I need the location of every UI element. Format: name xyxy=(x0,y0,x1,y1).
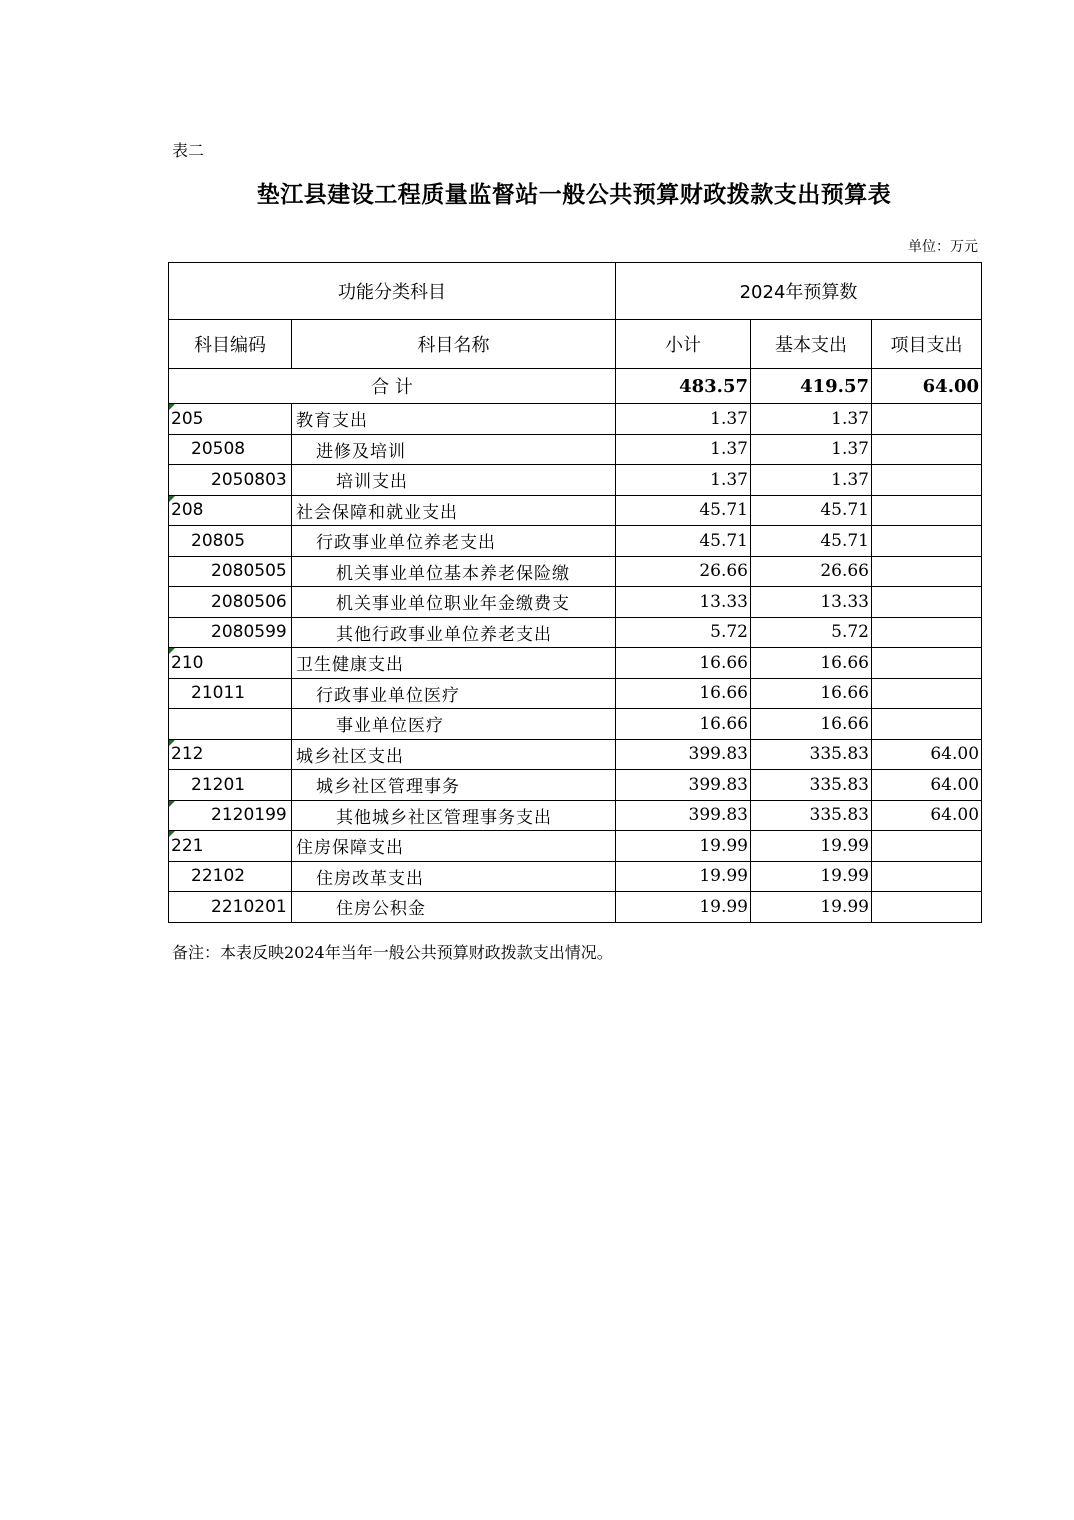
row-subtotal: 45.71 xyxy=(616,495,751,526)
row-name: 城乡社区支出 xyxy=(292,739,616,770)
row-name: 住房保障支出 xyxy=(292,831,616,862)
row-basic: 335.83 xyxy=(751,770,872,801)
header-row-1 xyxy=(169,263,982,320)
row-basic: 13.33 xyxy=(751,587,872,618)
row-code: 2080506 xyxy=(169,587,292,618)
table-row xyxy=(169,831,982,862)
table-row xyxy=(169,465,982,496)
row-project xyxy=(872,678,982,709)
table-row xyxy=(169,892,982,923)
total-label: 合 计 xyxy=(169,369,616,404)
row-name: 行政事业单位医疗 xyxy=(292,678,616,709)
row-subtotal: 16.66 xyxy=(616,678,751,709)
row-code: 205 xyxy=(169,404,292,435)
row-basic: 5.72 xyxy=(751,617,872,648)
row-basic: 19.99 xyxy=(751,861,872,892)
row-subtotal: 1.37 xyxy=(616,404,751,435)
row-basic: 335.83 xyxy=(751,800,872,831)
table-row xyxy=(169,739,982,770)
header-subtotal: 小计 xyxy=(616,320,751,369)
row-subtotal: 45.71 xyxy=(616,526,751,557)
row-project xyxy=(872,526,982,557)
row-name: 城乡社区管理事务 xyxy=(292,770,616,801)
page-title: 垫江县建设工程质量监督站一般公共预算财政拨款支出预算表 xyxy=(256,181,892,208)
row-code: 2080599 xyxy=(169,617,292,648)
row-code xyxy=(169,709,292,740)
total-basic: 419.57 xyxy=(751,369,872,404)
total-project: 64.00 xyxy=(872,369,982,404)
row-code: 221 xyxy=(169,831,292,862)
row-name: 住房公积金 xyxy=(292,892,616,923)
cell-marker-icon xyxy=(169,740,175,746)
row-basic: 16.66 xyxy=(751,648,872,679)
row-subtotal: 19.99 xyxy=(616,831,751,862)
cell-marker-icon xyxy=(169,404,175,410)
row-code: 2210201 xyxy=(169,892,292,923)
table-row xyxy=(169,678,982,709)
row-subtotal: 399.83 xyxy=(616,739,751,770)
row-code: 20805 xyxy=(169,526,292,557)
row-name: 机关事业单位基本养老保险缴 xyxy=(292,556,616,587)
row-project: 64.00 xyxy=(872,770,982,801)
header-row-2 xyxy=(169,320,982,369)
row-name: 其他行政事业单位养老支出 xyxy=(292,617,616,648)
table-row xyxy=(169,404,982,435)
cell-marker-icon xyxy=(169,496,175,502)
table-row xyxy=(169,770,982,801)
row-name: 住房改革支出 xyxy=(292,861,616,892)
row-name: 社会保障和就业支出 xyxy=(292,495,616,526)
row-name: 进修及培训 xyxy=(292,434,616,465)
row-project xyxy=(872,465,982,496)
table-row xyxy=(169,556,982,587)
row-code: 2120199 xyxy=(169,800,292,831)
table-row xyxy=(169,526,982,557)
row-project xyxy=(872,831,982,862)
row-subtotal: 19.99 xyxy=(616,892,751,923)
row-code: 21011 xyxy=(169,678,292,709)
table-row xyxy=(169,617,982,648)
row-name: 事业单位医疗 xyxy=(292,709,616,740)
header-project: 项目支出 xyxy=(872,320,982,369)
row-project xyxy=(872,556,982,587)
row-subtotal: 13.33 xyxy=(616,587,751,618)
row-code: 210 xyxy=(169,648,292,679)
footnote: 备注：本表反映2024年当年一般公共预算财政拨款支出情况。 xyxy=(172,943,613,962)
row-basic: 1.37 xyxy=(751,434,872,465)
table-row xyxy=(169,709,982,740)
cell-marker-icon xyxy=(169,831,175,837)
row-code: 212 xyxy=(169,739,292,770)
total-subtotal: 483.57 xyxy=(616,369,751,404)
row-project xyxy=(872,709,982,740)
row-subtotal: 1.37 xyxy=(616,465,751,496)
cell-marker-icon xyxy=(169,801,175,807)
table-row xyxy=(169,495,982,526)
row-subtotal: 16.66 xyxy=(616,709,751,740)
row-name: 卫生健康支出 xyxy=(292,648,616,679)
row-subtotal: 1.37 xyxy=(616,434,751,465)
row-code: 21201 xyxy=(169,770,292,801)
row-name: 机关事业单位职业年金缴费支 xyxy=(292,587,616,618)
row-code: 2050803 xyxy=(169,465,292,496)
row-basic: 45.71 xyxy=(751,495,872,526)
row-code: 20508 xyxy=(169,434,292,465)
header-budget-year: 2024年预算数 xyxy=(616,263,982,320)
row-project xyxy=(872,617,982,648)
budget-table xyxy=(168,262,982,923)
row-subtotal: 399.83 xyxy=(616,770,751,801)
row-project xyxy=(872,648,982,679)
row-project: 64.00 xyxy=(872,800,982,831)
row-basic: 26.66 xyxy=(751,556,872,587)
row-code: 208 xyxy=(169,495,292,526)
row-basic: 1.37 xyxy=(751,404,872,435)
header-code: 科目编码 xyxy=(169,320,292,369)
row-project xyxy=(872,404,982,435)
table-number: 表二 xyxy=(172,141,205,160)
row-subtotal: 16.66 xyxy=(616,648,751,679)
table-row xyxy=(169,648,982,679)
row-name: 行政事业单位养老支出 xyxy=(292,526,616,557)
row-basic: 16.66 xyxy=(751,678,872,709)
header-functional-category: 功能分类科目 xyxy=(169,263,616,320)
row-project xyxy=(872,495,982,526)
row-project xyxy=(872,434,982,465)
row-project xyxy=(872,861,982,892)
header-basic: 基本支出 xyxy=(751,320,872,369)
row-subtotal: 5.72 xyxy=(616,617,751,648)
row-name: 培训支出 xyxy=(292,465,616,496)
row-code: 2080505 xyxy=(169,556,292,587)
row-project xyxy=(872,892,982,923)
row-name: 教育支出 xyxy=(292,404,616,435)
row-basic: 19.99 xyxy=(751,831,872,862)
row-subtotal: 19.99 xyxy=(616,861,751,892)
row-basic: 19.99 xyxy=(751,892,872,923)
unit-label: 单位：万元 xyxy=(908,239,978,255)
row-project: 64.00 xyxy=(872,739,982,770)
row-basic: 45.71 xyxy=(751,526,872,557)
table-row xyxy=(169,434,982,465)
table-row xyxy=(169,861,982,892)
cell-marker-icon xyxy=(169,648,175,654)
table-row xyxy=(169,587,982,618)
table-row xyxy=(169,800,982,831)
row-subtotal: 26.66 xyxy=(616,556,751,587)
row-name: 其他城乡社区管理事务支出 xyxy=(292,800,616,831)
header-name: 科目名称 xyxy=(292,320,616,369)
row-basic: 1.37 xyxy=(751,465,872,496)
row-basic: 16.66 xyxy=(751,709,872,740)
total-row xyxy=(169,369,982,404)
row-code: 22102 xyxy=(169,861,292,892)
row-project xyxy=(872,587,982,618)
row-basic: 335.83 xyxy=(751,739,872,770)
row-subtotal: 399.83 xyxy=(616,800,751,831)
